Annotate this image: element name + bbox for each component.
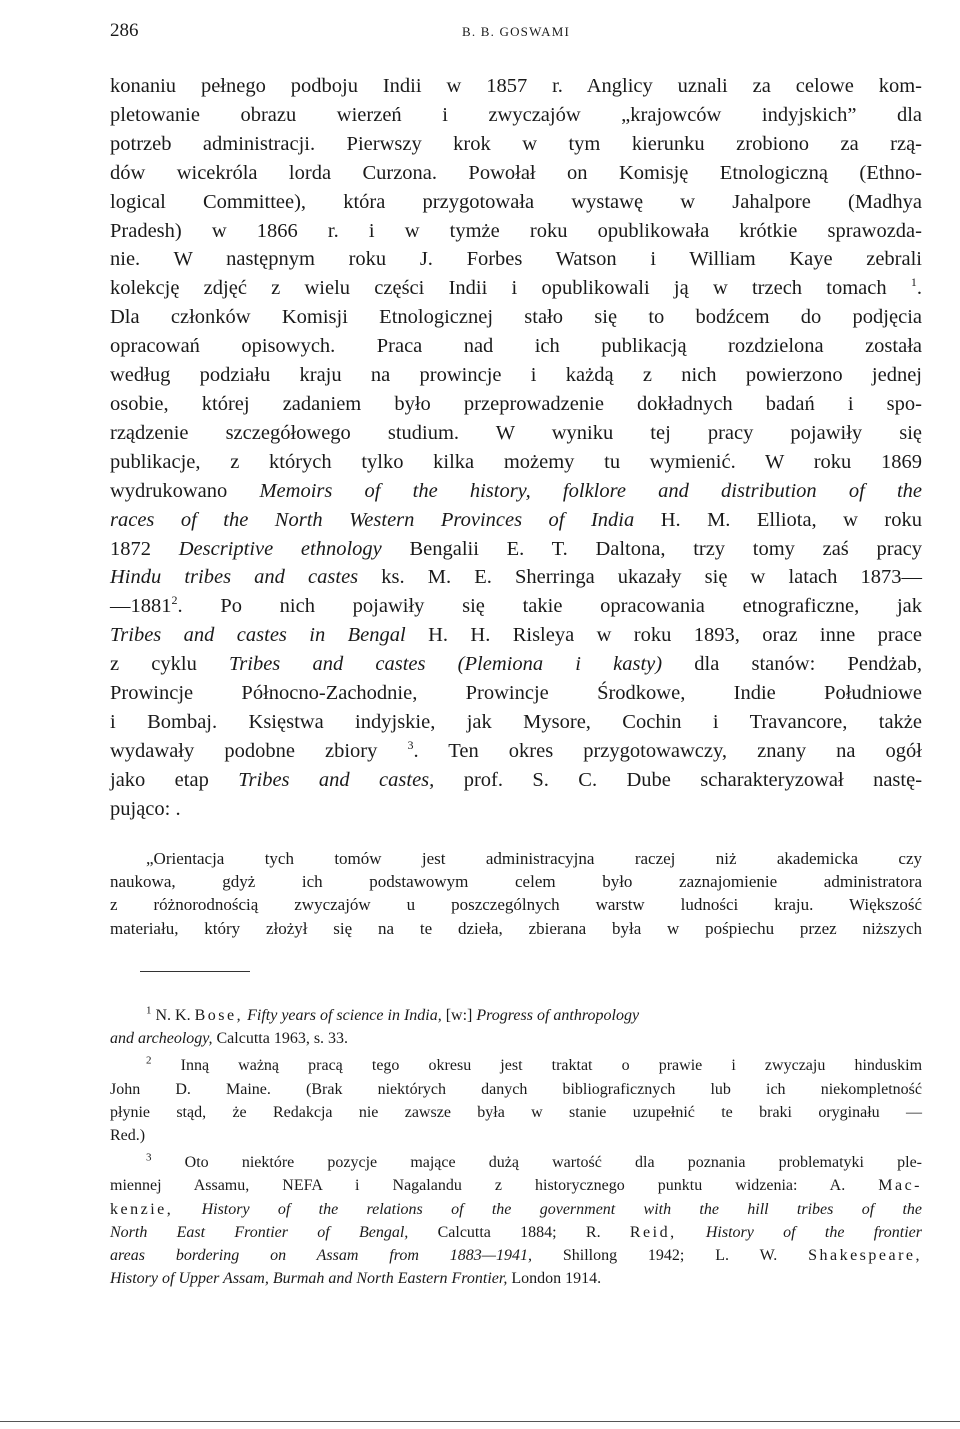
footnote-line: John D. Maine. (Brak niektórych danych bibliograficznych lub ich niekompletność xyxy=(110,1080,922,1098)
title-italic: Tribes and castes, xyxy=(238,768,435,791)
footnote-1 xyxy=(110,1004,922,1050)
text-segment: N. K. xyxy=(155,1007,191,1024)
footnote-line xyxy=(110,1174,922,1197)
footnote-line: Red.) xyxy=(110,1127,146,1145)
author-spaced: Mac- xyxy=(878,1177,922,1195)
text-segment: z cyklu xyxy=(110,653,197,676)
footnote-divider xyxy=(140,971,250,972)
text-line xyxy=(110,477,922,506)
text-segment: dla stanów: Pendżab, xyxy=(694,653,923,676)
text-line: konaniu pełnego podboju Indii w 1857 r. Anglicy uznali za celowe kom- xyxy=(110,75,922,97)
text-segment: H. H. Risleya w roku 1893, oraz inne prace xyxy=(428,624,922,647)
title-italic: History of the frontier xyxy=(705,1223,923,1241)
block-quote xyxy=(110,847,922,940)
footnote-line xyxy=(110,1004,922,1027)
title-italic: Progress of anthropology xyxy=(476,1007,640,1024)
text-line: kolekcję zdjęć z wielu części Indii i opublikowali ją w trzech tomach $^1$. xyxy=(110,275,923,300)
text-segment: H. M. Elliota, w roku xyxy=(660,508,922,531)
title-italic: Hindu tribes and castes xyxy=(110,566,359,589)
author-spaced: Shakespeare, xyxy=(808,1247,923,1265)
title-italic: areas bordering on Assam from 1883—1941, xyxy=(110,1247,532,1265)
text-segment: Shillong 1942; L. W. xyxy=(562,1247,778,1265)
text-line: osobie, której zadaniem było przeprowadzenie dokładnych badań i spo- xyxy=(110,392,922,415)
text-line: pletowanie obrazu wierzeń i zwyczajów „krajowców indyjskich” dla xyxy=(110,103,922,126)
text-line xyxy=(110,766,922,795)
title-italic: Tribes and castes (Plemiona i kasty) xyxy=(229,653,663,676)
footnote-line xyxy=(110,1054,922,1077)
text-segment: London 1914. xyxy=(511,1270,602,1288)
title-italic: races of the North Western Provinces of India xyxy=(110,508,635,531)
text-line: publikacje, z których tylko kilka możemy tu wymienić. W roku 1869 xyxy=(110,450,922,473)
text-line: Pradesh) w 1866 r. i w tymże roku opublikowała krótkie sprawozda- xyxy=(110,219,922,242)
text-segment: Calcutta 1963, s. 33. xyxy=(216,1030,349,1048)
footnote-marker: 1 xyxy=(146,1004,152,1017)
footnote-ref-1: 1 xyxy=(910,275,917,290)
text-line: Prowincje Północno-Zachodnie, Prowincje Środkowe, Indie Południowe xyxy=(110,682,922,705)
quote-line: z różnorodnością zwyczajów u poszczególnych warstw ludności kraju. Większość xyxy=(110,895,922,915)
text-line: Dla członków Komisji Etnologicznej stało się to bodźcem do podjęcia xyxy=(110,306,922,329)
text-line xyxy=(110,592,922,621)
footnote-line xyxy=(110,1198,922,1221)
text-segment: . Ten okres przygotowawczy, znany na ogół xyxy=(413,739,922,762)
title-italic: and archeology, xyxy=(110,1030,213,1048)
text-segment: . Po nich pojawiły się takie opracowania etnograficzne, jak xyxy=(177,595,922,618)
title-italic: Tribes and castes in Bengal xyxy=(110,624,406,647)
text-line: i Bombaj. Księstwa indyjskie, jak Mysore, Cochin i Travancore, także xyxy=(110,710,922,733)
footnote-line xyxy=(110,1244,922,1267)
text-segment: kolekcję zdjęć z wielu części Indii i opublikowali ją w trzech tomach xyxy=(110,277,887,300)
footnote-line xyxy=(110,1027,922,1050)
text-line xyxy=(110,621,922,650)
running-head: B. B. GOSWAMI xyxy=(461,24,571,39)
footnote-ref-3: 3 xyxy=(407,738,414,753)
text-line xyxy=(110,563,922,592)
text-segment: miennej Assamu, NEFA i Nagalandu z historycznego punktu widzenia: A. xyxy=(110,1177,846,1195)
text-segment: Oto niektóre pozycje mające dużą wartość dla poznania problematyki ple- xyxy=(184,1154,923,1172)
text-segment: prof. S. C. Dube scharakteryzował nastę- xyxy=(463,768,923,791)
footnote-line xyxy=(110,1151,922,1174)
text-line: opracowań opisowych. Praca nad ich publikacją rozdzielona została xyxy=(110,335,922,358)
text-segment: 1872 xyxy=(110,537,151,560)
footnotes xyxy=(110,1004,922,1294)
footnote-marker: 3 xyxy=(146,1151,152,1164)
bottom-border xyxy=(0,1421,960,1422)
text-segment: Inną ważną pracą tego okresu jest traktat o prawie i zwyczaju hinduskim xyxy=(180,1057,923,1075)
main-paragraph xyxy=(110,72,922,824)
text-segment: Calcutta 1884; R. xyxy=(437,1223,601,1241)
text-line: dów wicekróla lorda Curzona. Powołał on Komisję Etnologiczną (Ethno- xyxy=(110,161,922,184)
page-number: 286 xyxy=(110,20,139,41)
author-spaced: Bose, xyxy=(194,1007,244,1024)
footnote-ref-2: 2 xyxy=(171,593,178,608)
title-italic: History of Upper Assam, Burmah and North Eastern Frontier, xyxy=(110,1270,508,1288)
text-line xyxy=(110,737,922,766)
title-italic: Memoirs of the history, folklore and distribution of the xyxy=(259,479,922,502)
title-italic: North East Frontier of Bengal, xyxy=(110,1223,409,1241)
text-segment: —1881 xyxy=(110,595,172,618)
body-text xyxy=(110,72,922,824)
title-italic: Descriptive ethnology xyxy=(178,537,382,560)
author-spaced: Reid, xyxy=(629,1223,677,1241)
footnote-line xyxy=(110,1221,922,1244)
quote-line: „Orientacja tych tomów jest administracyjna raczej niż akademicka czy xyxy=(146,849,922,868)
text-line: nie. W następnym roku J. Forbes Watson i William Kaye zebrali xyxy=(110,248,922,271)
text-line: pująco: . xyxy=(110,797,181,820)
footnote-line xyxy=(110,1267,922,1290)
title-italic: Fifty years of science in India, xyxy=(247,1007,442,1024)
footnote-line: płynie stąd, że Redakcja nie zawsze była w stanie uzupełnić te braki oryginału — xyxy=(110,1103,922,1121)
text-segment: wydrukowano xyxy=(110,479,228,502)
quote-line: materiału, który złożył się na te dzieła, zbierana była w pośpiechu przez niższych xyxy=(110,918,922,938)
footnote-3 xyxy=(110,1151,922,1290)
footnote-2 xyxy=(110,1054,922,1147)
text-segment: jako etap xyxy=(110,768,209,791)
text-segment: [w:] xyxy=(445,1007,473,1024)
text-segment: ks. M. E. Sherringa ukazały się w latach 1873— xyxy=(381,566,923,589)
page-header xyxy=(110,20,922,50)
quote-line: naukowa, gdyż ich podstawowym celem było zaznajomienie administratora xyxy=(110,872,922,892)
text-line xyxy=(110,650,922,679)
text-line xyxy=(110,506,922,535)
text-line: rządzenie szczegółowego studium. W wyniku tej pracy pojawiły się xyxy=(110,421,922,444)
footnote-marker: 2 xyxy=(146,1055,152,1068)
author-spaced: kenzie, xyxy=(110,1200,174,1218)
text-segment: Bengalii E. T. Daltona, trzy tomy zaś pracy xyxy=(409,537,923,560)
title-italic: History of the relations of the government with the hill tribes of the xyxy=(201,1200,922,1218)
text-line: potrzeb administracji. Pierwszy krok w tym kierunku zrobiono za rzą- xyxy=(110,132,922,155)
text-segment: wydawały podobne zbiory xyxy=(110,739,378,762)
text-line xyxy=(110,535,922,564)
text-line: logical Committee), która przygotowała wystawę w Jahalpore (Madhya xyxy=(110,190,922,213)
text-line: według podziału kraju na prowincje i każdą z nich powierzono jednej xyxy=(110,364,922,387)
